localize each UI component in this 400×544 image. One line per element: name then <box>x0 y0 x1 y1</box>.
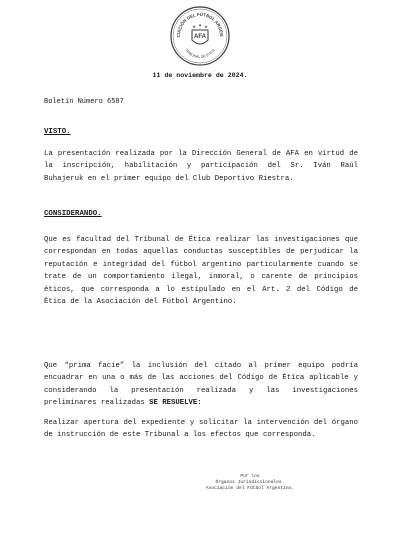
seal-svg <box>168 4 232 68</box>
considerando-paragraph-2-text: Que “prima facie” la inclusión del citado al primer equipo podría encuadrar en una o más de las acciones del Código de Ética aplicable y considerando la presentación realizada y las investigaciones preliminares realizadas <box>44 362 358 408</box>
resolution-paragraph: Realizar apertura del expediente y solicitar la intervención del órgano de instrucción de este Tribunal a los efectos que corresponda. <box>44 419 358 440</box>
seal-monogram: AFA <box>194 34 206 40</box>
afa-tribunal-etica-seal <box>168 4 232 68</box>
seal-ring-bottom-text: TRIBUNAL DE ÉTICA <box>184 48 216 60</box>
document-date: 11 de noviembre de 2024. <box>152 72 248 79</box>
visto-paragraph: La presentación realizada por la Dirección General de AFA en virtud de la inscripción, habilitación y participación del Sr. Iván Raúl Buhajeruk en el primer equipo del Club Deportivo Riestra. <box>44 150 358 183</box>
signature-line-1: Por los <box>240 474 260 479</box>
considerando-paragraph-2 <box>44 360 358 410</box>
signature-line-3: Asociación del Fútbol Argentino. <box>205 486 295 492</box>
visto-heading: VISTO. <box>44 128 71 136</box>
se-resuelve-label: SE RESUELVE: <box>149 399 202 408</box>
considerando-heading: CONSIDERANDO. <box>44 210 102 218</box>
svg-text:★: ★ <box>204 24 208 29</box>
signature-block <box>185 474 315 493</box>
svg-text:★: ★ <box>192 24 196 29</box>
seal-stars <box>192 23 208 30</box>
svg-text:★: ★ <box>198 22 202 28</box>
signature-line-2: Órganos Jurisdiccionales. <box>215 480 285 486</box>
seal-ring-top-text: CIACIÓN DEL FÚTBOL ARGEN <box>175 11 225 38</box>
bulletin-number: Boletín Número 6587 <box>44 98 124 106</box>
considerando-paragraph-1: Que es facultad del Tribunal de Ética realizar las investigaciones que correspondan en todas aquellas conductas susceptibles de perjudicar la reputación e integridad del fútbol argentino particularmente cuando se trate de un comportamiento ilegal, inmoral, o carente de principios éticos, que corresponda a lo estipulado en el Art. 2 del Código de Ética de la Asociación del Fútbol Argentino. <box>44 236 358 307</box>
